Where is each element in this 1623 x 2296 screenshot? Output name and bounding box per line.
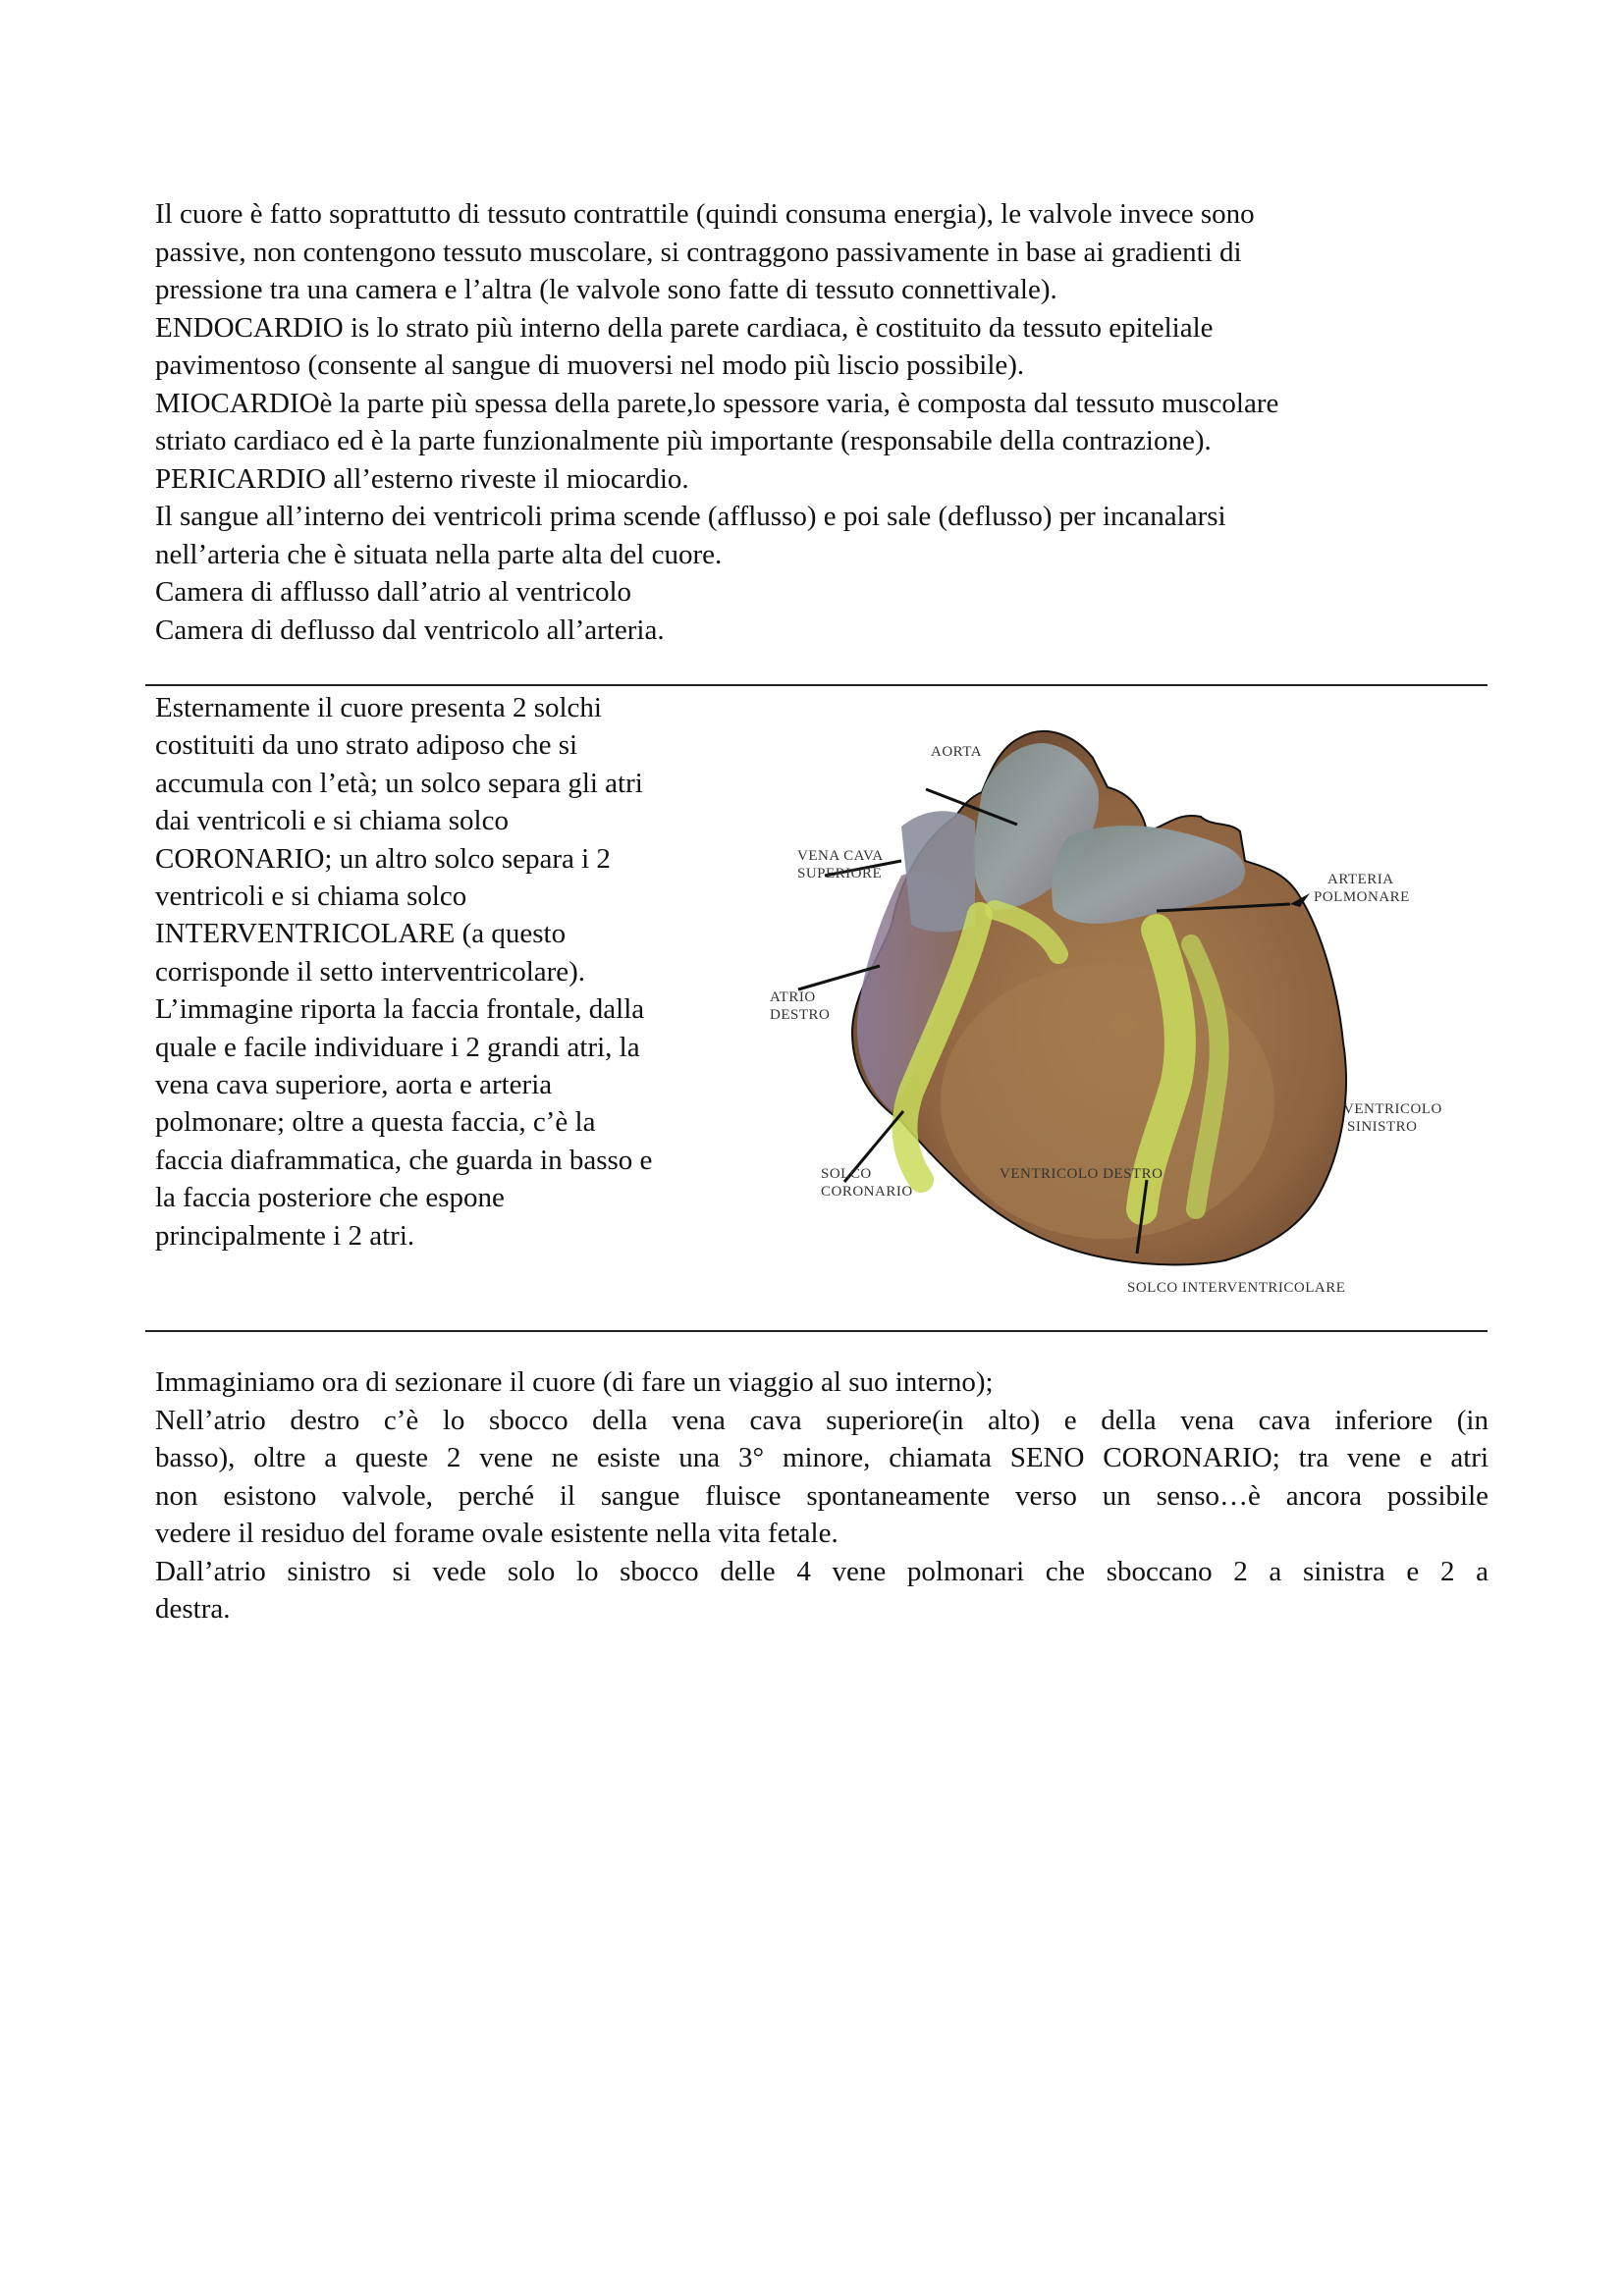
label-atrio-1: ATRIO <box>770 989 816 1005</box>
label-aorta: AORTA <box>931 744 983 760</box>
text-line: non esistono valvole, perché il sangue fluisce spontaneamente verso un senso…è ancora possibile <box>155 1479 1488 1512</box>
text-line: striato cardiaco ed è la parte funzionalmente più importante (responsabile della contrazione). <box>155 425 1212 456</box>
text-line: vena cava superiore, aorta e arteria <box>155 1069 553 1101</box>
section-divider-bottom <box>145 1330 1488 1332</box>
label-solco-coronario-2: CORONARIO <box>821 1184 913 1200</box>
label-ventricolo-destro: VENTRICOLO DESTRO <box>1000 1166 1163 1182</box>
text-line: Nell’atrio destro c’è lo sbocco della vena cava superiore(in alto) e della vena cava inferiore (in <box>155 1404 1488 1436</box>
text-line: polmonare; oltre a questa faccia, c’è la <box>155 1106 596 1139</box>
vena-cava-shape <box>901 811 975 932</box>
text-line: passive, non contengono tessuto muscolare, si contraggono passivamente in base ai gradienti di <box>155 236 1242 268</box>
text-line: faccia diaframmatica, che guarda in basso e <box>155 1144 653 1176</box>
text-line: Immaginiamo ora di sezionare il cuore (di fare un viaggio al suo interno); <box>155 1366 994 1398</box>
text-line: Il sangue all’interno dei ventricoli prima scende (afflusso) e poi sale (deflusso) per incanalarsi <box>155 501 1226 532</box>
label-arteria-2: POLMONARE <box>1314 889 1410 905</box>
interior-paragraph <box>155 1363 1490 1629</box>
label-vena-cava-2: SUPERIORE <box>797 866 883 881</box>
label-vena-cava-1: VENA CAVA <box>797 848 884 864</box>
intro-paragraph <box>155 195 1490 649</box>
text-line: corrisponde il setto interventricolare). <box>155 955 586 988</box>
text-line: vedere il residuo del forame ovale esistente nella vita fetale. <box>155 1518 839 1549</box>
text-line: ENDOCARDIO is lo strato più interno della parete cardiaca, è costituito da tessuto epiteliale <box>155 311 1214 344</box>
text-line: accumula con l’età; un solco separa gli atri <box>155 767 643 799</box>
text-line: INTERVENTRICOLARE (a questo <box>155 918 567 950</box>
text-line: Il cuore è fatto soprattutto di tessuto contrattile (quindi consuma energia), le valvole invece sono <box>155 198 1255 230</box>
text-line: dai ventricoli e si chiama solco <box>155 805 509 837</box>
text-line: costituiti da uno strato adiposo che si <box>155 729 578 762</box>
text-line: la faccia posteriore che espone <box>155 1182 505 1214</box>
text-line: ventricoli e si chiama solco <box>155 881 467 913</box>
text-line: Esternamente il cuore presenta 2 solchi <box>155 692 602 723</box>
text-line: Dall’atrio sinistro si vede solo lo sbocco delle 4 vene polmonari che sboccano 2 a sinistra e 2 a <box>155 1555 1488 1587</box>
label-arteria-1: ARTERIA <box>1327 872 1394 887</box>
section-divider-top <box>145 684 1488 686</box>
text-line: L’immagine riporta la faccia frontale, dalla <box>155 993 645 1026</box>
text-line: basso), oltre a queste 2 vene ne esiste una 3° minore, chiamata SENO CORONARIO; tra vene e atri <box>155 1442 1488 1473</box>
label-ventricolo-sx-1: VENTRICOLO <box>1343 1101 1442 1117</box>
label-ventricolo-sx-2: SINISTRO <box>1347 1119 1418 1135</box>
text-line: principalmente i 2 atri. <box>155 1219 415 1252</box>
text-line: MIOCARDIOè la parte più spessa della parete,lo spessore varia, è composta dal tessuto muscolare <box>155 387 1279 419</box>
text-line: pressione tra una camera e l’altra (le valvole sono fatte di tessuto connettivale). <box>155 274 1057 305</box>
text-line: pavimentoso (consente al sangue di muoversi nel modo più liscio possibile). <box>155 349 1025 381</box>
text-line: destra. <box>155 1593 231 1625</box>
label-solco-interventricolare: SOLCO INTERVENTRICOLARE <box>1127 1280 1346 1296</box>
right-ventricle-shape <box>941 964 1274 1239</box>
text-line: PERICARDIO all’esterno riveste il miocardio. <box>155 462 689 495</box>
label-solco-coronario-1: SOLCO <box>821 1166 872 1182</box>
text-line: quale e facile individuare i 2 grandi atri, la <box>155 1031 640 1063</box>
external-anatomy-paragraph <box>155 689 744 1255</box>
text-line: Camera di deflusso dal ventricolo all’arteria. <box>155 614 665 646</box>
heart-anterior-figure <box>754 699 1453 1308</box>
text-line: nell’arteria che è situata nella parte alta del cuore. <box>155 538 723 570</box>
text-line: CORONARIO; un altro solco separa i 2 <box>155 842 611 875</box>
heart-illustration <box>754 699 1453 1308</box>
text-line: Camera di afflusso dall’atrio al ventricolo <box>155 576 632 608</box>
label-atrio-2: DESTRO <box>770 1007 831 1023</box>
